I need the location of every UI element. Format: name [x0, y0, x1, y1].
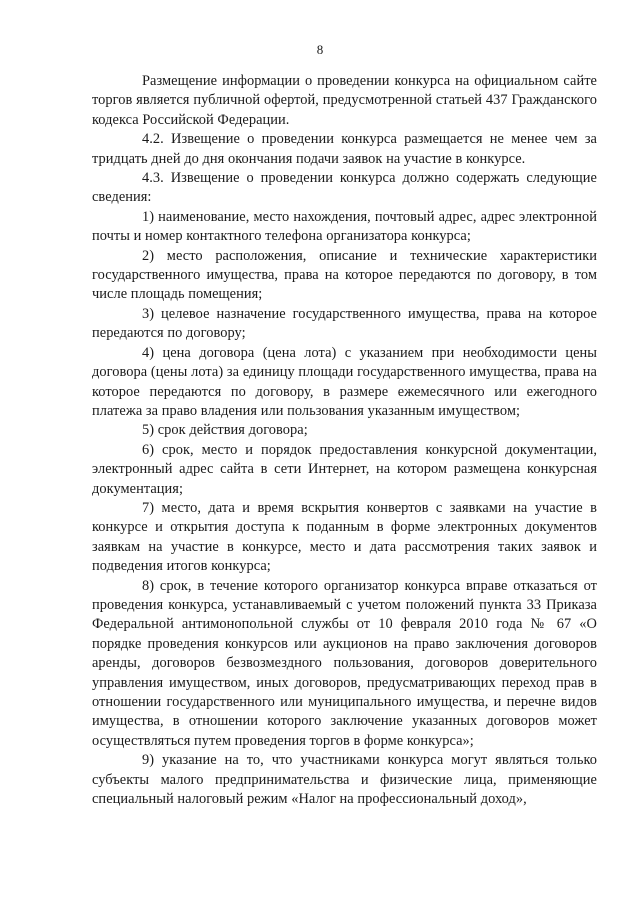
list-item-8: 8) срок, в течение которого организатор конкурса вправе отказаться от проведения конкурса, устанавливаемый с учетом положений пункта 33 Приказа Федеральной антимонопольной службы от 10 февраля 2010 года № 67 «О порядке проведения конкурсов или аукционов на право заключения договоров аренды, договоров безвозмездного пользования, договоров доверительного управления имуществом, иных договоров, предусматривающих переход прав в отношении государственного или муниципального имущества, и перечне видов имущества, в отношении которого заключение указанных договоров может осуществляться путем проведения торгов в форме конкурса»;: [92, 577, 597, 749]
list-item-9: 9) указание на то, что участниками конкурса могут являться только субъекты малого предпринимательства и физические лица, применяющие специальный налоговый режим «Налог на профессиональный доход»,: [92, 752, 597, 808]
list-item-6: 6) срок, место и порядок предоставления конкурсной документации, электронный адрес сайта в сети Интернет, на котором размещена конкурсная документация;: [92, 441, 597, 497]
paragraph-publication-offer: Размещение информации о проведении конкурса на официальном сайте торгов является публичной офертой, предусмотренной статьей 437 Гражданского кодекса Российской Федерации.: [92, 73, 597, 128]
list-item-4: 4) цена договора (цена лота) с указанием при необходимости цены договора (цены лота) за единицу площади государственного имущества, права на которое передаются по договору, в размере ежемесячного или ежегодного платежа за право владения или пользования указанным имуществом;: [92, 344, 597, 419]
list-item-1: 1) наименование, место нахождения, почтовый адрес, адрес электронной почты и номер контактного телефона организатора конкурса;: [92, 208, 597, 245]
paragraph-4-2: 4.2. Извещение о проведении конкурса размещается не менее чем за тридцать дней до дня окончания подачи заявок на участие в конкурсе.: [92, 131, 597, 167]
list-item-5: 5) срок действия договора;: [142, 422, 308, 439]
page-number: 8: [316, 42, 324, 57]
list-item-3: 3) целевое назначение государственного имущества, права на которое передаются по договору;: [92, 305, 597, 342]
paragraph-4-3: 4.3. Извещение о проведении конкурса должно содержать следующие сведения:: [92, 170, 597, 206]
list-item-7: 7) место, дата и время вскрытия конвертов с заявками на участие в конкурсе и открытия доступа к поданным в форме электронных документов заявкам на участие в конкурсе, место и дата рассмотрения таких заявок и подведения итогов конкурса;: [92, 499, 597, 575]
list-item-2: 2) место расположения, описание и технические характеристики государственного имущества, права на которое передаются по договору, в том числе площадь помещения;: [92, 247, 597, 303]
document-body: [92, 72, 597, 809]
